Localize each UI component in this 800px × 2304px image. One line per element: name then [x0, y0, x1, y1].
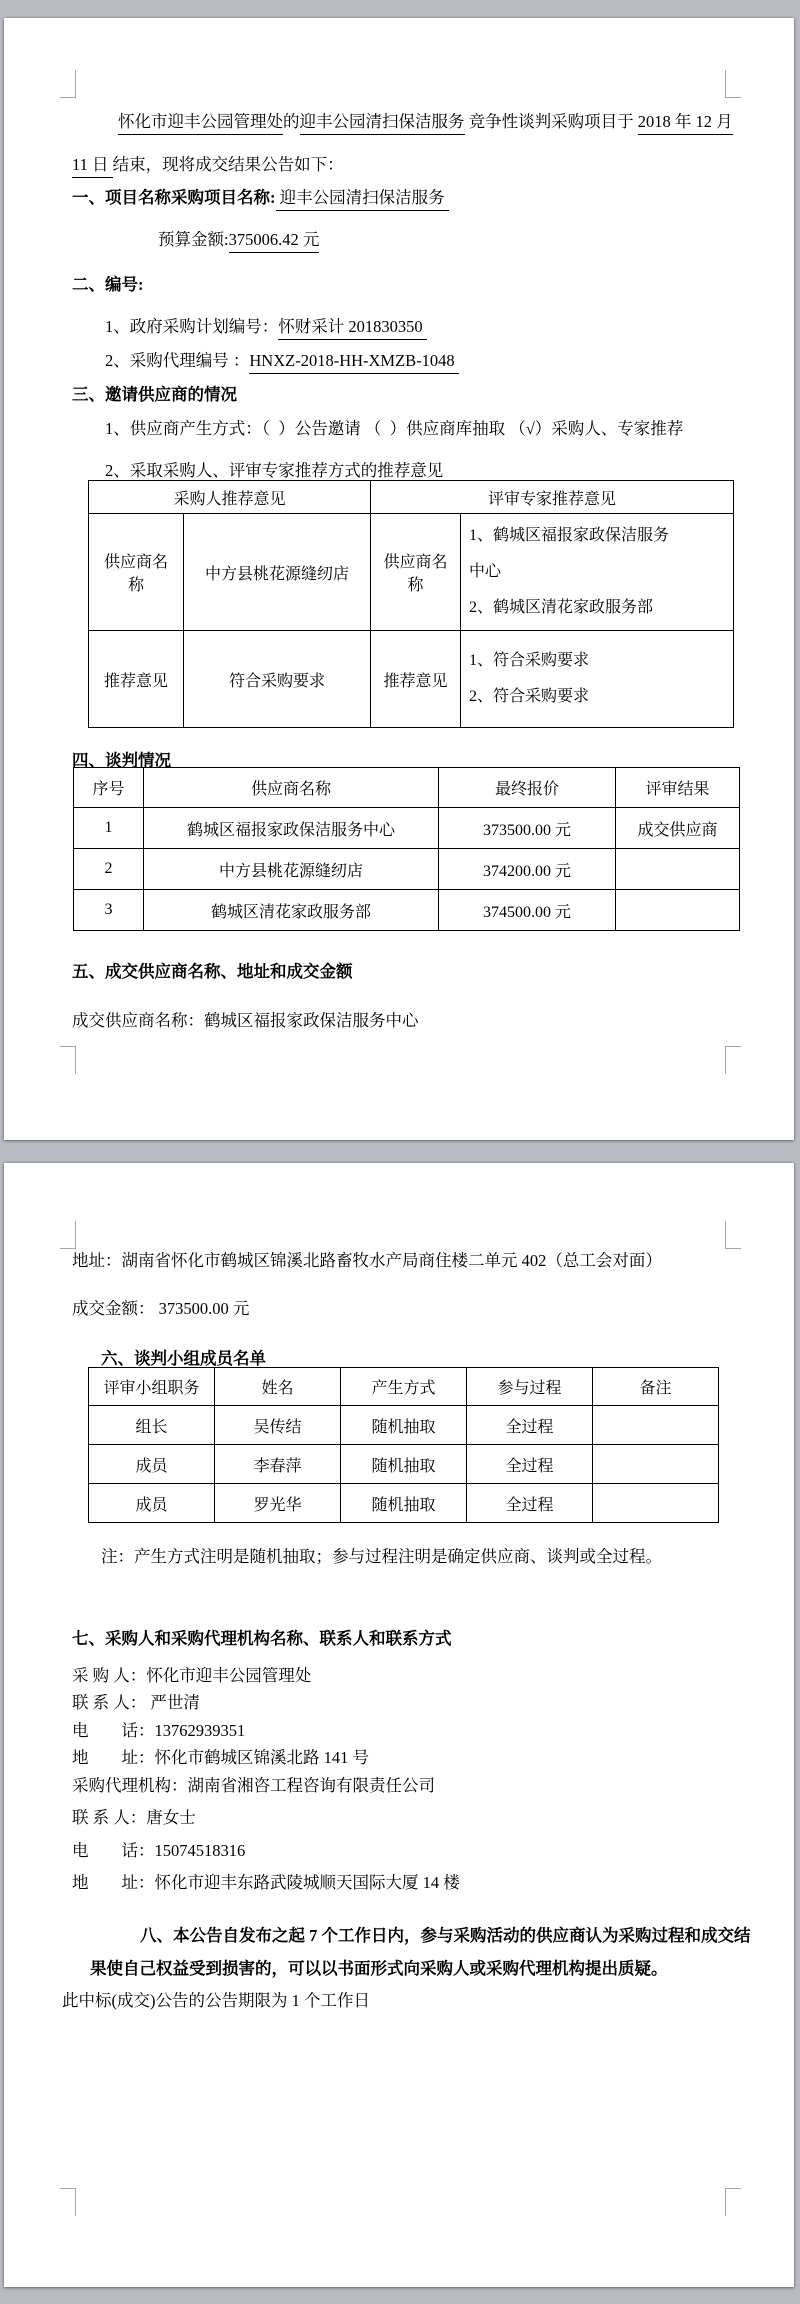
section-heading-8-line-2: 果使自己权益受到损害的，可以以书面形式向采购人或采购代理机构提出质疑。 [90, 1959, 668, 1978]
deal-amount-line: 成交金额： 373500.00 元 [72, 1299, 250, 1318]
winner-line: 成交供应商名称：鹤城区福报家政保洁服务中心 [72, 1011, 419, 1030]
section-heading-8-line-1: 八、本公告自发布之起 7 个工作日内，参与采购活动的供应商认为采购过程和成交结 [140, 1926, 751, 1945]
contact-phone-2: 电 话：15074518316 [72, 1841, 246, 1860]
margin-crop-mark-top-left [60, 1221, 76, 1249]
project-name: 迎丰公园清扫保洁服务 [300, 112, 465, 135]
purchaser-name: 怀化市迎丰公园管理处 [118, 112, 283, 135]
contact-person-1: 联 系 人： 严世清 [72, 1693, 200, 1712]
section-heading-7: 七、采购人和采购代理机构名称、联系人和联系方式 [72, 1629, 452, 1648]
margin-crop-mark-bottom-left [60, 2188, 76, 2216]
table-row: 2 中方县桃花源缝纫店 374200.00 元 [74, 849, 740, 890]
section-heading-5: 五、成交供应商名称、地址和成交金额 [72, 962, 353, 981]
negotiation-table [73, 767, 740, 931]
header-expert-recommendation: 评审专家推荐意见 [371, 481, 734, 514]
page-1 [4, 18, 794, 1140]
contact-address-1: 地 址：怀化市鹤城区锦溪北路 141 号 [72, 1748, 369, 1767]
section-heading-1: 一、项目名称采购项目名称: 迎丰公园清扫保洁服务 [72, 188, 449, 208]
table-row [89, 514, 734, 631]
header-review-result: 评审结果 [616, 768, 740, 808]
contact-purchaser: 采 购 人：怀化市迎丰公园管理处 [72, 1666, 312, 1685]
cell-supplier-list: 1、鹤城区福报家政保洁服务中心 2、鹤城区清花家政服务部 [461, 514, 734, 631]
recommendation-table [88, 480, 734, 728]
margin-crop-mark-top-right [725, 1221, 741, 1249]
table-row: 3 鹤城区清花家政服务部 374500.00 元 [74, 890, 740, 931]
margin-crop-mark-top-left [60, 70, 76, 98]
margin-crop-mark-top-right [725, 70, 741, 98]
margin-crop-mark-bottom-right [725, 1046, 741, 1074]
cell-supplier-value: 中方县桃花源缝纫店 [184, 514, 371, 631]
cell-opinion-label: 推荐意见 [371, 631, 461, 728]
supplier-source-line: 1、供应商产生方式：（ ）公告邀请 （ ）供应商库抽取 （√）采购人、专家推荐 [105, 419, 684, 438]
plan-number-value: 怀财采计 201830350 [278, 317, 427, 340]
agency-name-line: 采购代理机构：湖南省湘咨工程咨询有限责任公司 [72, 1776, 435, 1795]
plan-number-line: 1、政府采购计划编号：怀财采计 201830350 [105, 317, 427, 337]
header-remark: 备注 [593, 1368, 719, 1406]
margin-crop-mark-bottom-right [725, 2188, 741, 2216]
margin-crop-mark-bottom-left [60, 1046, 76, 1074]
header-final-quote: 最终报价 [439, 768, 616, 808]
page-2 [4, 1163, 794, 2287]
table-header-row [89, 1368, 719, 1406]
table-row [89, 631, 734, 728]
contact-person-2: 联 系 人：唐女士 [72, 1808, 196, 1827]
cell-opinion-label: 推荐意见 [89, 631, 184, 728]
project-name-value: 迎丰公园清扫保洁服务 [276, 188, 449, 211]
table-row [89, 481, 734, 514]
header-seq: 序号 [74, 768, 144, 808]
cell-opinion-value: 符合采购要求 [184, 631, 371, 728]
intro-line-1: 怀化市迎丰公园管理处的迎丰公园清扫保洁服务 竞争性谈判采购项目于 2018 年 12 月 [118, 112, 733, 132]
contact-phone-1: 电 话：13762939351 [72, 1721, 246, 1740]
cell-supplier-label: 供应商名称 [371, 514, 461, 631]
table-row: 成员 罗光华 随机抽取 全过程 [89, 1484, 719, 1523]
cell-opinion-list: 1、符合采购要求 2、符合采购要求 [461, 631, 734, 728]
agency-number-line: 2、采购代理编号 ：HNXZ-2018-HH-XMZB-1048 [105, 351, 459, 371]
agency-number-value: HNXZ-2018-HH-XMZB-1048 [249, 351, 458, 374]
header-name: 姓名 [215, 1368, 341, 1406]
section-heading-3: 三、邀请供应商的情况 [72, 385, 237, 404]
table-row: 1 鹤城区福报家政保洁服务中心 373500.00 元 成交供应商 [74, 808, 740, 849]
note-line: 注：产生方式注明是随机抽取；参与过程注明是确定供应商、谈判或全过程。 [101, 1547, 662, 1566]
intro-line-2: 11 日 结束，现将成交结果公告如下： [72, 155, 344, 175]
header-panel-role: 评审小组职务 [89, 1368, 215, 1406]
table-header-row [74, 768, 740, 808]
header-supplier: 供应商名称 [144, 768, 439, 808]
close-date: 2018 年 12 月 [638, 112, 733, 135]
header-participation: 参与过程 [467, 1368, 593, 1406]
header-selection-method: 产生方式 [341, 1368, 467, 1406]
contact-address-2: 地 址：怀化市迎丰东路武陵城顺天国际大厦 14 楼 [72, 1873, 460, 1892]
table-row: 组长 吴传结 随机抽取 全过程 [89, 1406, 719, 1445]
panel-member-table [88, 1367, 719, 1523]
announcement-period-line: 此中标(成交)公告的公告期限为 1 个工作日 [62, 1991, 370, 2010]
recommendation-caption: 2、采取采购人、评审专家推荐方式的推荐意见 [105, 461, 444, 480]
cell-supplier-label: 供应商名称 [89, 514, 184, 631]
section-heading-2: 二、编号: [72, 275, 144, 294]
table-row: 成员 李春萍 随机抽取 全过程 [89, 1445, 719, 1484]
section-heading-6: 六、谈判小组成员名单 [101, 1349, 266, 1368]
winner-address-line: 地址：湖南省怀化市鹤城区锦溪北路畜牧水产局商住楼二单元 402（总工会对面） [72, 1251, 662, 1270]
header-purchaser-recommendation: 采购人推荐意见 [89, 481, 371, 514]
budget-line: 预算金额:375006.42 元 [158, 230, 319, 250]
budget-value: 375006.42 元 [229, 230, 320, 253]
section-heading-4: 四、谈判情况 [72, 751, 171, 770]
